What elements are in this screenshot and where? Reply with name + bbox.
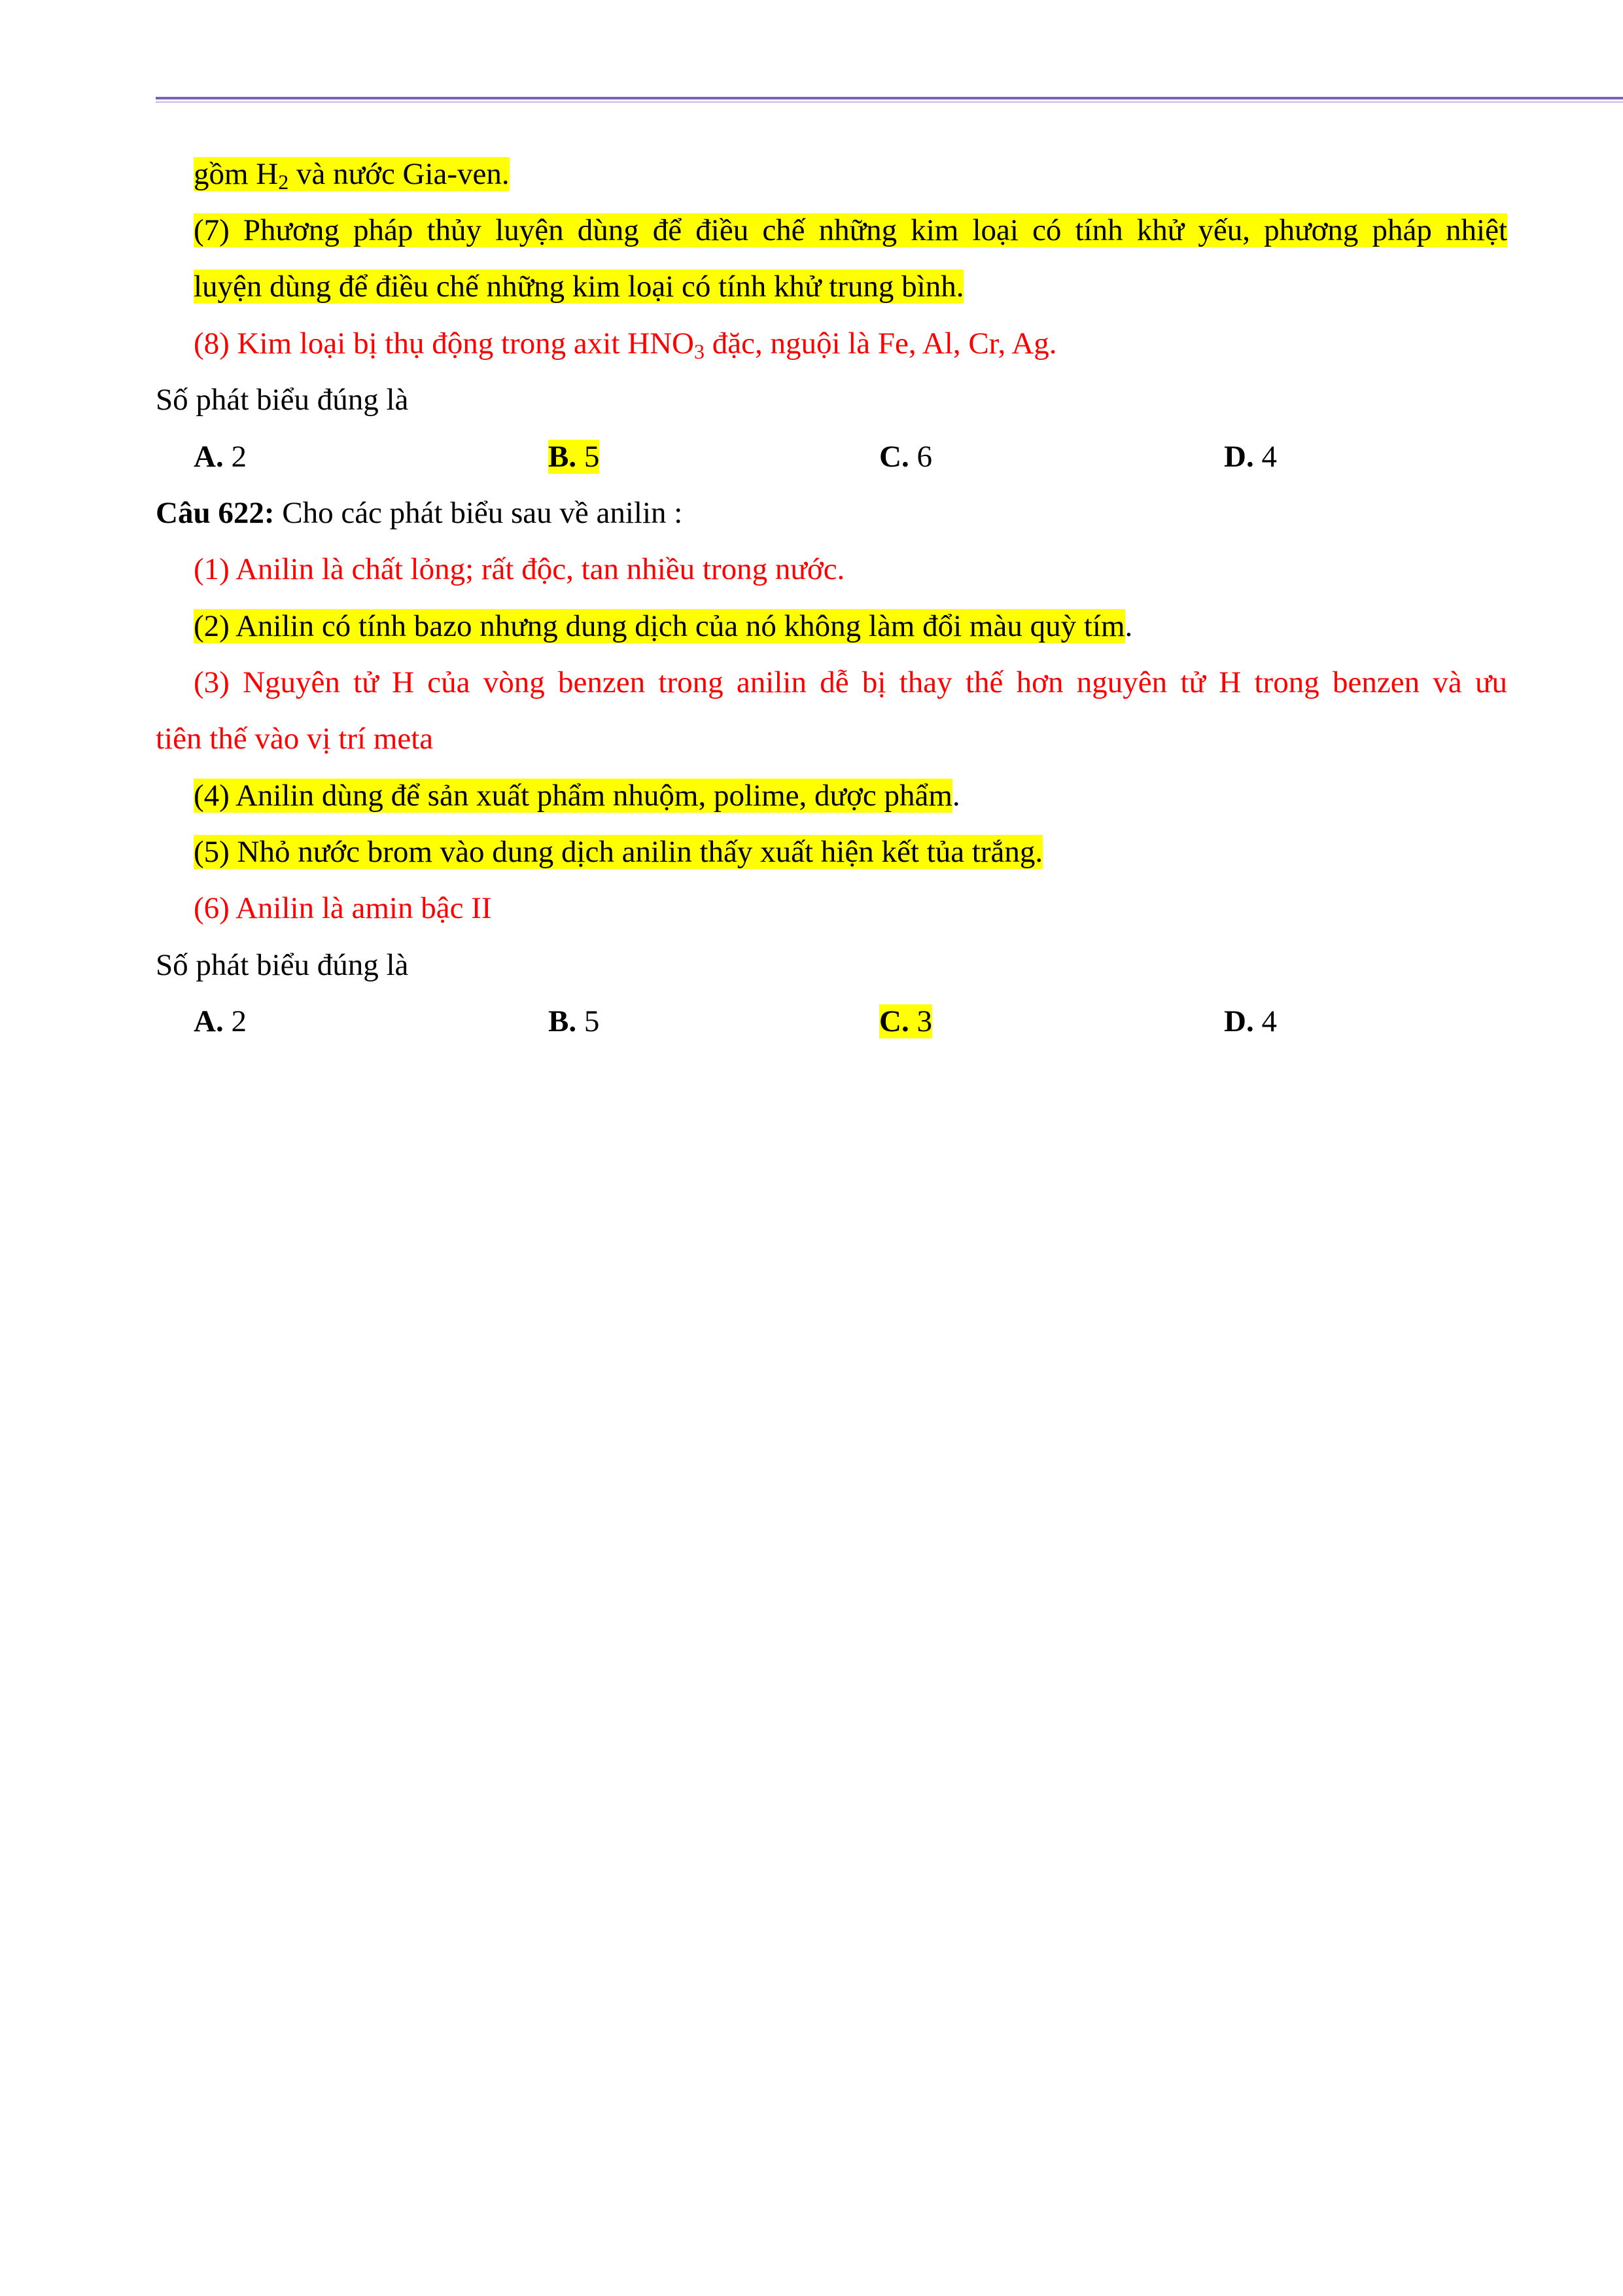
q622-statement-3-line-1: (3) Nguyên tử H của vòng benzen trong anilin dễ bị thay thế hơn nguyên tử H trong benzen và ưu (194, 665, 1507, 699)
q622-statement-4: (4) Anilin dùng để sản xuất phẩm nhuộm, polime, dược phẩm. (194, 779, 960, 813)
q621-statement-7-line-1: (7) Phương pháp thủy luyện dùng để điều chế những kim loại có tính khử yếu, phương pháp nhiệt (194, 213, 1507, 247)
q622-option-c[interactable]: C. 3 (879, 1004, 932, 1038)
q622-statement-5: (5) Nhỏ nước brom vào dung dịch anilin thấy xuất hiện kết tủa trắng. (194, 835, 1043, 869)
q621-option-d[interactable]: D. 4 (1224, 440, 1277, 474)
q622-prompt: Số phát biểu đúng là (156, 948, 409, 982)
q621-statement-8: (8) Kim loại bị thụ động trong axit $HNO_3$ đặc, nguội là Fe, Al, Cr, Ag. (194, 327, 1057, 363)
q622-statement-2: (2) Anilin có tính bazo nhưng dung dịch của nó không làm đổi màu quỳ tím. (194, 609, 1133, 643)
q622-stem: Câu 622: Cho các phát biểu sau về anilin : (156, 496, 683, 530)
q621-option-c[interactable]: C. 6 (879, 440, 932, 474)
header-rule (156, 97, 1623, 99)
q622-statement-1: (1) Anilin là chất lỏng; rất độc, tan nhiều trong nước. (194, 552, 845, 586)
q621-statement-6-continuation: gồm $H_2$ và nước Gia-ven. (194, 157, 510, 194)
q622-statement-6: (6) Anilin là amin bậc II (194, 891, 492, 925)
q621-option-b[interactable]: B. 5 (548, 440, 600, 474)
q621-prompt: Số phát biểu đúng là (156, 383, 409, 417)
q622-option-b[interactable]: B. 5 (548, 1004, 600, 1038)
q621-option-a[interactable]: A. 2 (194, 440, 247, 474)
header-rule-thin (156, 101, 1623, 103)
q622-statement-3-line-2: tiên thế vào vị trí meta (156, 722, 434, 756)
q622-option-a[interactable]: A. 2 (194, 1004, 247, 1038)
q621-statement-7-line-2: luyện dùng để điều chế những kim loại có tính khử trung bình. (194, 270, 964, 304)
q622-option-d[interactable]: D. 4 (1224, 1004, 1277, 1038)
